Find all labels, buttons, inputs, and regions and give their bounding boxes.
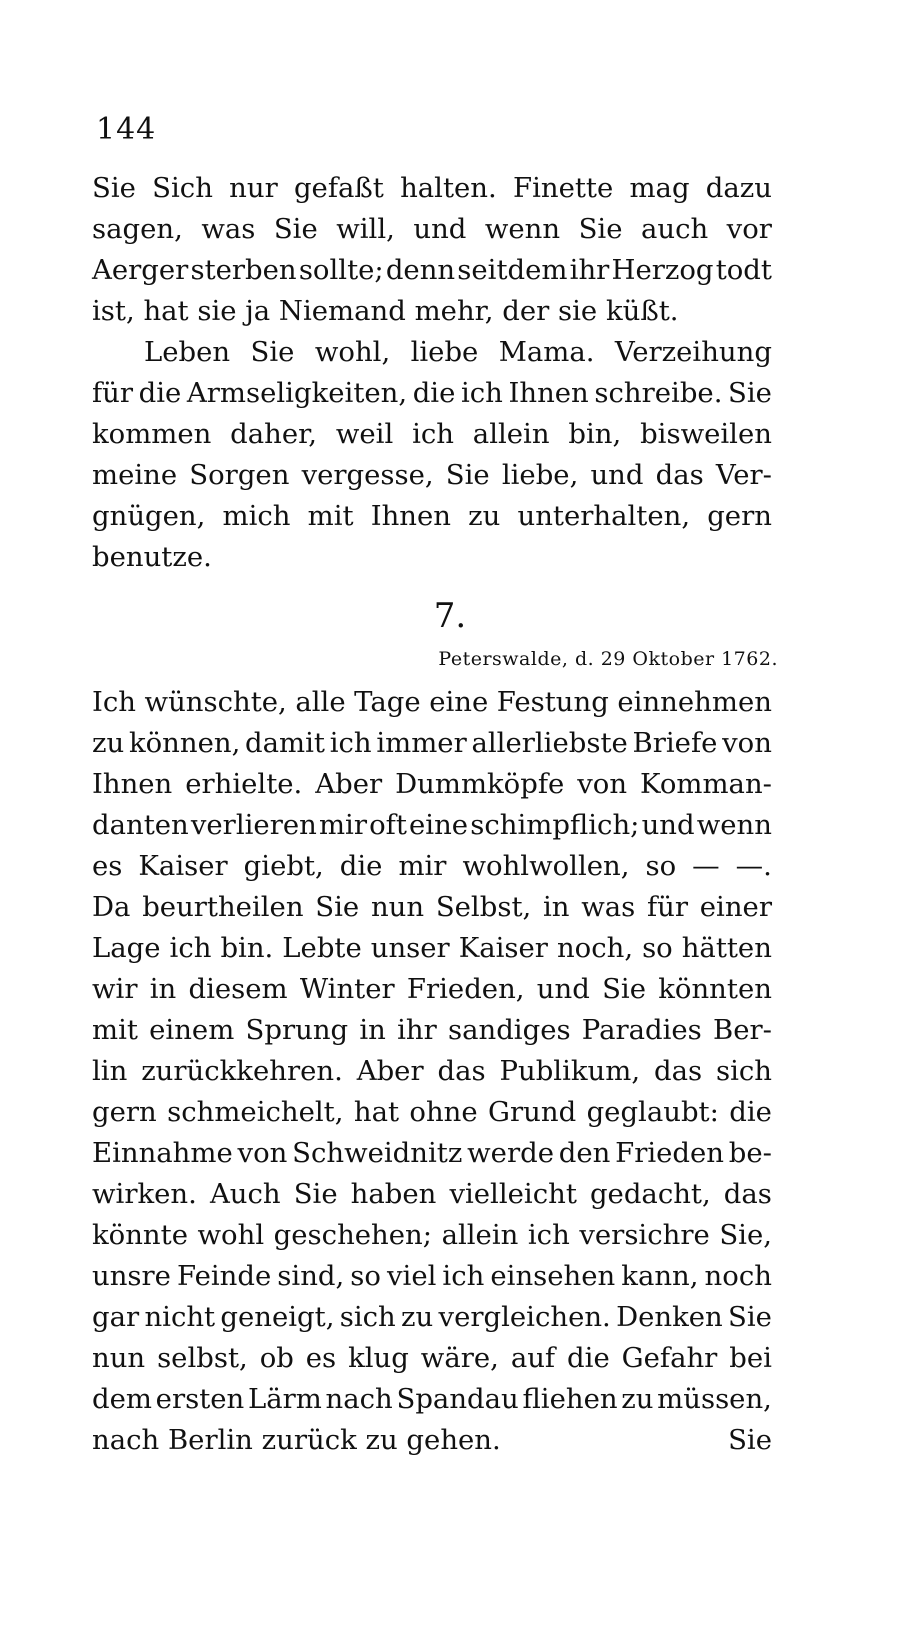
word: sich xyxy=(715,1055,772,1087)
word: Mama. xyxy=(498,336,595,368)
word: Sie xyxy=(445,459,490,491)
word: bisweilen xyxy=(640,418,772,450)
text-line xyxy=(92,172,772,213)
word: sagen, xyxy=(92,213,183,245)
word: von xyxy=(722,727,772,759)
word: wirken. xyxy=(92,1178,197,1210)
word: sind, xyxy=(277,1260,345,1292)
word: wäre, xyxy=(420,1342,499,1374)
word: zurückkehren. xyxy=(141,1055,343,1087)
word: zu xyxy=(92,727,125,759)
word: meine xyxy=(92,459,178,491)
word: Winter xyxy=(299,973,395,1005)
word: nur xyxy=(229,172,278,204)
text-line xyxy=(92,1055,772,1096)
word: todt xyxy=(715,254,772,286)
word: Grund xyxy=(488,1096,577,1128)
word: dem xyxy=(92,1383,152,1415)
word: ich xyxy=(442,1260,485,1292)
word: sich xyxy=(339,1301,396,1333)
word: Sie xyxy=(250,336,295,368)
word: mag xyxy=(629,172,690,204)
text-line xyxy=(92,1342,772,1383)
word: ob xyxy=(259,1342,294,1374)
word: liebe xyxy=(410,336,479,368)
word: seitdem xyxy=(457,254,568,286)
word: Festung xyxy=(496,686,609,718)
letter-body xyxy=(92,686,772,1465)
word: gern xyxy=(92,1096,157,1128)
word: und xyxy=(590,459,644,491)
word: noch xyxy=(704,1260,772,1292)
word: denn xyxy=(385,254,456,286)
word: allerliebste xyxy=(471,727,628,759)
word: Verzeihung xyxy=(614,336,772,368)
word: beurtheilen xyxy=(142,891,304,923)
word: fliehen xyxy=(522,1383,618,1415)
word: mit xyxy=(307,500,354,532)
word: unser xyxy=(370,932,450,964)
word: wünschte, xyxy=(144,686,287,718)
text-line xyxy=(92,1219,772,1260)
word: alle xyxy=(295,686,346,718)
word: ersten xyxy=(155,1383,245,1415)
word: dazu xyxy=(705,172,772,204)
word: unterhalten, xyxy=(517,500,691,532)
word: eine xyxy=(409,809,469,841)
word: wohl, xyxy=(314,336,391,368)
text-line xyxy=(92,213,772,254)
word: Finette xyxy=(512,172,614,204)
word: und xyxy=(641,809,695,841)
word: Lage xyxy=(92,932,161,964)
word: versichre xyxy=(579,1219,710,1251)
word: das xyxy=(437,1055,486,1087)
word: die xyxy=(138,377,182,409)
word: geglaubt: xyxy=(586,1096,719,1128)
paragraph-1 xyxy=(92,172,772,336)
word: Aber xyxy=(356,1055,424,1087)
word: oft xyxy=(369,809,407,841)
word: gnügen, xyxy=(92,500,206,532)
word: will, xyxy=(336,213,395,245)
word: wenn xyxy=(696,809,772,841)
word: Dummköpfe xyxy=(395,768,565,800)
catchword: Sie xyxy=(728,1424,772,1456)
text-line xyxy=(92,1014,772,1055)
word: mich xyxy=(222,500,291,532)
word: vor xyxy=(726,213,772,245)
word: zu xyxy=(468,500,501,532)
text-line xyxy=(92,686,772,727)
word: ohne xyxy=(409,1096,478,1128)
text-line xyxy=(92,254,772,295)
word: Sie xyxy=(315,891,360,923)
word: ich xyxy=(329,727,372,759)
text-line xyxy=(92,850,772,891)
word: mir xyxy=(398,850,447,882)
word: kommen xyxy=(92,418,212,450)
word: Kaiser xyxy=(458,932,548,964)
word: erhielte. xyxy=(185,768,303,800)
word: nach xyxy=(325,1383,393,1415)
word: in xyxy=(542,891,570,923)
text-line xyxy=(92,459,772,500)
word: nicht xyxy=(144,1301,216,1333)
word: die xyxy=(412,377,456,409)
word: den xyxy=(558,1137,611,1169)
word: geschehen; xyxy=(273,1219,433,1251)
word: Kaiser xyxy=(138,850,228,882)
word: Einnahme xyxy=(92,1137,233,1169)
word: Feinde xyxy=(177,1260,272,1292)
word: Armseligkeiten, xyxy=(186,377,408,409)
word: müssen, xyxy=(657,1383,772,1415)
word: und xyxy=(413,213,467,245)
word: nun xyxy=(92,1342,146,1374)
word: halten. xyxy=(400,172,497,204)
paragraph-2 xyxy=(92,336,772,582)
word: bei xyxy=(729,1342,772,1374)
word: Sich xyxy=(152,172,213,204)
text-line xyxy=(92,1301,772,1342)
word: einem xyxy=(149,1014,235,1046)
word: Sie xyxy=(92,172,136,204)
word: sandiges xyxy=(447,1014,571,1046)
word: Briefe xyxy=(632,727,718,759)
word: kann, xyxy=(621,1260,699,1292)
word: bin. xyxy=(220,932,274,964)
word: schmeichelt, xyxy=(167,1096,344,1128)
word: gar xyxy=(92,1301,140,1333)
word: danten xyxy=(92,809,189,841)
word: noch, xyxy=(556,932,634,964)
word: einer xyxy=(699,891,772,923)
word: mir xyxy=(318,809,367,841)
text-line xyxy=(92,377,772,418)
text-line xyxy=(92,500,772,541)
word: bin, xyxy=(568,418,622,450)
word: zu xyxy=(401,1301,434,1333)
word: Sprung xyxy=(245,1014,349,1046)
text-line xyxy=(92,1178,772,1219)
word: sterben xyxy=(190,254,297,286)
word: gern xyxy=(707,500,772,532)
text-line xyxy=(92,768,772,809)
word: allein xyxy=(441,1219,519,1251)
word: diesem xyxy=(188,973,288,1005)
word: Denken xyxy=(616,1301,723,1333)
word: für xyxy=(647,891,689,923)
word: ich xyxy=(527,1219,570,1251)
word: werde xyxy=(467,1137,554,1169)
word: es xyxy=(305,1342,337,1374)
word: Sie xyxy=(273,213,318,245)
text-line xyxy=(92,973,772,1014)
word: wenn xyxy=(484,213,561,245)
word: schreibe. xyxy=(594,377,723,409)
word: wohlwollen, xyxy=(462,850,630,882)
word: unsre xyxy=(92,1260,171,1292)
word: in xyxy=(149,973,177,1005)
word: schimpflich; xyxy=(470,809,640,841)
word: sollte; xyxy=(298,254,384,286)
word: viel xyxy=(386,1260,437,1292)
text-line xyxy=(92,809,772,850)
word: daher, xyxy=(230,418,318,450)
word: Aber xyxy=(315,768,383,800)
text-line-with-catchword xyxy=(92,1424,772,1465)
word: und xyxy=(536,973,590,1005)
word: einsehen xyxy=(490,1260,616,1292)
page-number: 144 xyxy=(96,112,157,147)
word: ich xyxy=(460,377,503,409)
word: damit xyxy=(245,727,325,759)
word: das xyxy=(653,1055,703,1087)
text-line xyxy=(92,1260,772,1301)
word: —. xyxy=(735,850,772,882)
word: Spandau xyxy=(396,1383,519,1415)
word: wir xyxy=(92,973,138,1005)
word: — xyxy=(692,850,720,882)
word: Ihnen xyxy=(508,377,589,409)
word: die xyxy=(729,1096,772,1128)
text-line xyxy=(92,418,772,459)
word: lin xyxy=(92,1055,128,1087)
word: Sie, xyxy=(719,1219,772,1251)
word: von xyxy=(237,1137,288,1169)
word: zu xyxy=(621,1383,654,1415)
word: Sie xyxy=(578,213,623,245)
word: Frieden xyxy=(615,1137,725,1169)
word: es xyxy=(92,850,123,882)
word: Ver- xyxy=(715,459,772,491)
word: vergleichen. xyxy=(438,1301,611,1333)
word: Sie xyxy=(293,1178,338,1210)
text-line xyxy=(92,1137,772,1178)
word: das xyxy=(655,459,704,491)
word: Da xyxy=(92,891,131,923)
word: so xyxy=(642,932,673,964)
word: be- xyxy=(728,1137,772,1169)
word: Auch xyxy=(209,1178,281,1210)
word: allein xyxy=(472,418,550,450)
word: Gefahr xyxy=(621,1342,718,1374)
word: ich xyxy=(169,932,212,964)
word: verlieren xyxy=(190,809,317,841)
word: Ihnen xyxy=(370,500,451,532)
word: auf xyxy=(510,1342,556,1374)
word: so xyxy=(350,1260,381,1292)
word: ihr xyxy=(397,1014,437,1046)
word: einnehmen xyxy=(617,686,772,718)
word: Sie xyxy=(728,377,772,409)
word: Sorgen xyxy=(189,459,290,491)
word: nun xyxy=(370,891,425,923)
text-line: benutze. xyxy=(92,541,212,573)
word: liebe, xyxy=(501,459,579,491)
word: gefaßt xyxy=(293,172,384,204)
word: von xyxy=(577,768,628,800)
word: für xyxy=(92,377,134,409)
text-line xyxy=(92,1383,772,1424)
word: Tage xyxy=(354,686,421,718)
word: auch xyxy=(640,213,709,245)
word: selbst, xyxy=(157,1342,248,1374)
text-line: nach Berlin zurück zu gehen. xyxy=(92,1424,501,1456)
word: klug xyxy=(348,1342,409,1374)
word: in xyxy=(359,1014,386,1046)
word: Leben xyxy=(144,336,231,368)
text-line xyxy=(92,727,772,768)
word: giebt, xyxy=(243,850,324,882)
word: Ihnen xyxy=(92,768,173,800)
word: die xyxy=(567,1342,610,1374)
word: Sie xyxy=(728,1301,772,1333)
word: Publikum, xyxy=(499,1055,641,1087)
word: das xyxy=(723,1178,772,1210)
word: vergesse, xyxy=(301,459,434,491)
word: eine xyxy=(429,686,489,718)
word: Lebte xyxy=(282,932,362,964)
word: können, xyxy=(128,727,241,759)
word: Herzog xyxy=(611,254,714,286)
word: was xyxy=(581,891,636,923)
word: Schweidnitz xyxy=(292,1137,463,1169)
dateline: Peterswalde, d. 29 Oktober 1762. xyxy=(438,648,778,670)
word: geneigt, xyxy=(220,1301,335,1333)
text-line xyxy=(92,1096,772,1137)
word: ihr xyxy=(569,254,610,286)
word: wohl xyxy=(197,1219,265,1251)
word: Ber- xyxy=(713,1014,772,1046)
text-line: ist, hat sie ja Niemand mehr, der sie küßt. xyxy=(92,295,679,327)
text-line xyxy=(92,336,772,377)
word: vielleicht xyxy=(449,1178,577,1210)
text-line xyxy=(92,891,772,932)
word: könnten xyxy=(658,973,772,1005)
word: immer xyxy=(376,727,467,759)
word: Paradies xyxy=(581,1014,702,1046)
word: Selbst, xyxy=(435,891,532,923)
word: was xyxy=(201,213,256,245)
word: hätten xyxy=(681,932,772,964)
word: Lärm xyxy=(247,1383,322,1415)
word: haben xyxy=(350,1178,437,1210)
word: Aerger xyxy=(92,254,189,286)
word: Frieden, xyxy=(406,973,525,1005)
word: Sie xyxy=(602,973,646,1005)
word: die xyxy=(339,850,383,882)
word: könnte xyxy=(92,1219,188,1251)
word: weil xyxy=(335,418,394,450)
letter-number: 7. xyxy=(433,596,467,636)
word: Ich xyxy=(92,686,136,718)
word: so xyxy=(645,850,677,882)
text-line xyxy=(92,932,772,973)
word: ich xyxy=(412,418,454,450)
word: mit xyxy=(92,1014,138,1046)
word: Komman- xyxy=(640,768,772,800)
word: hat xyxy=(353,1096,400,1128)
word: gedacht, xyxy=(589,1178,711,1210)
